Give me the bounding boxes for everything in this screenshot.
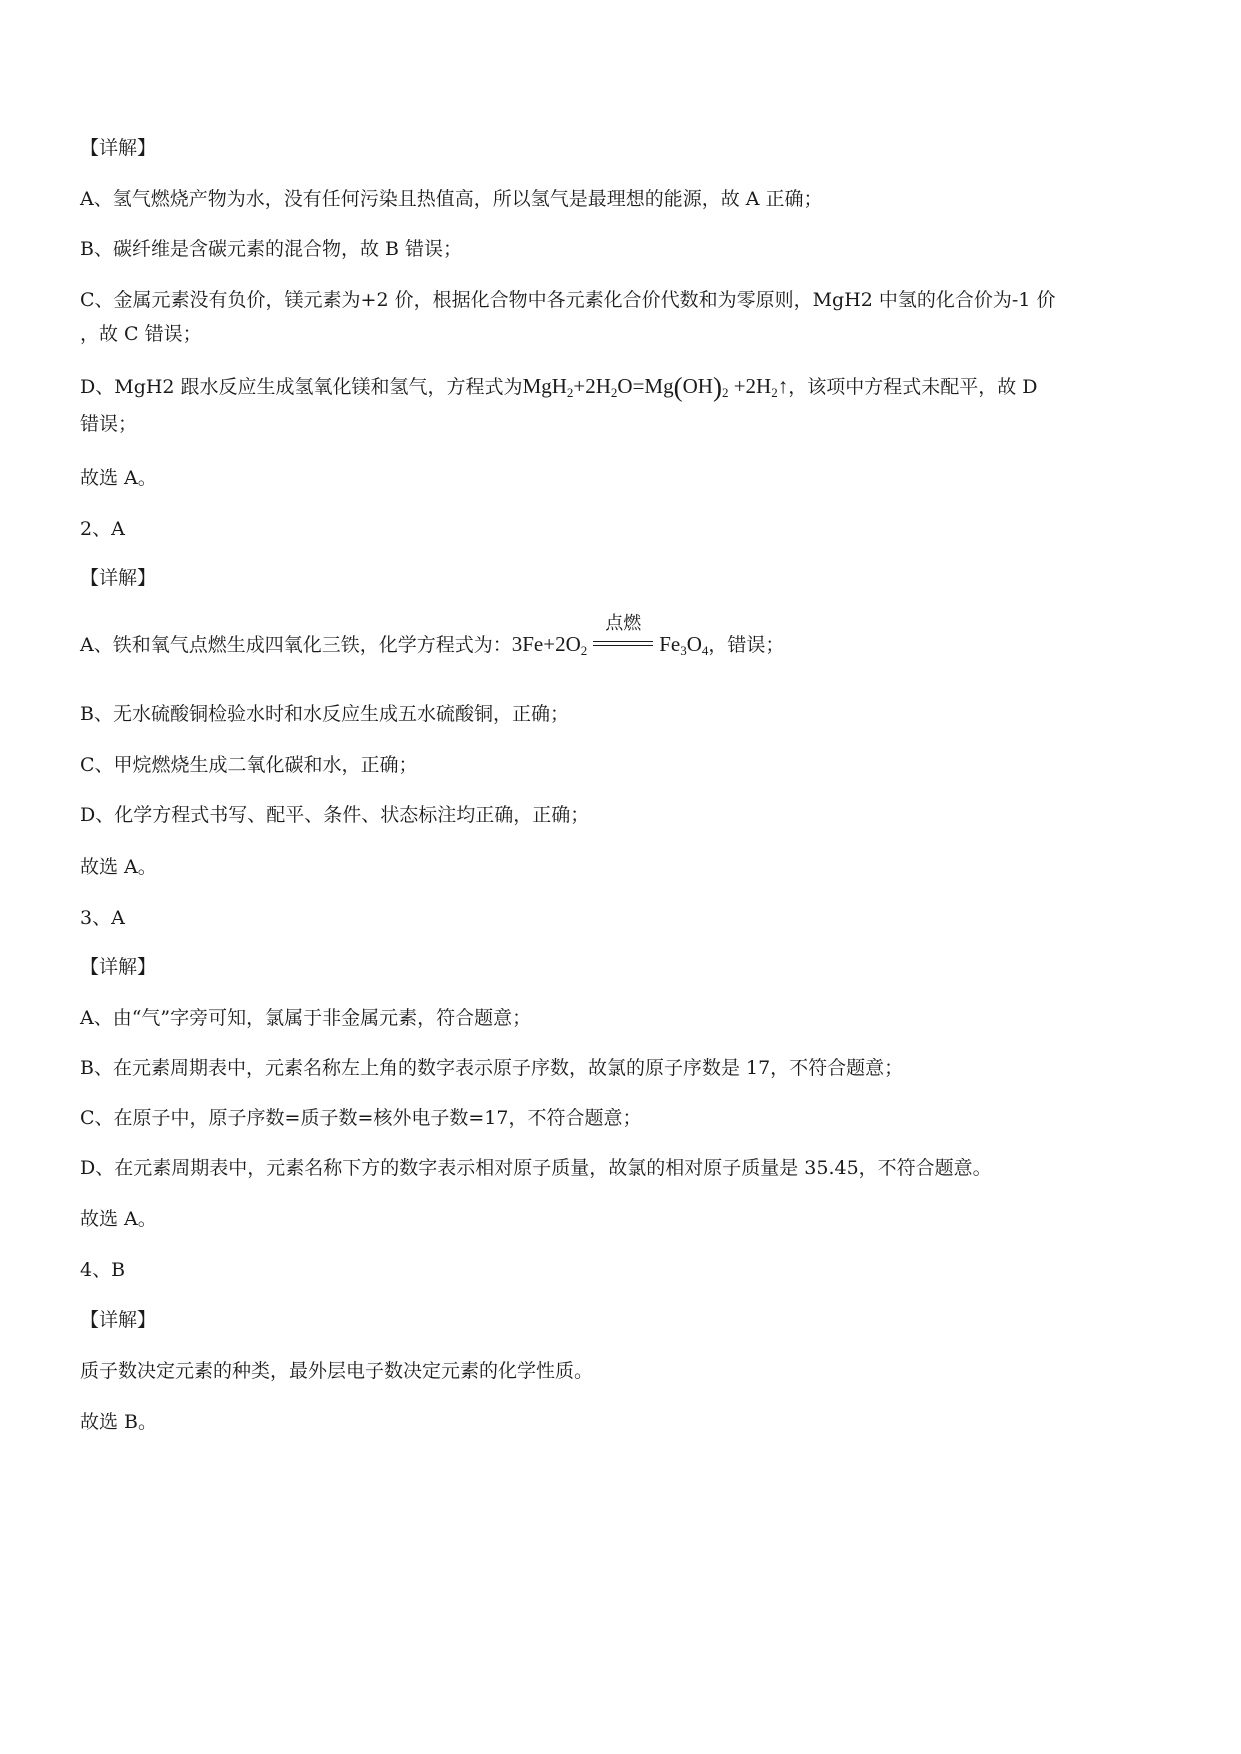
q2-option-a-text: A、铁和氧气点燃生成四氧化三铁，化学方程式为：: [80, 634, 512, 656]
q1-option-d-line1: [80, 374, 1038, 405]
q2-option-b: B、无水硫酸铜检验水时和水反应生成五水硫酸铜，正确；: [80, 703, 569, 725]
q3-answer: 故选 A。: [80, 1208, 157, 1230]
q2-option-a: [80, 613, 785, 663]
gas-arrow-icon: ↑: [777, 374, 789, 398]
q3-option-b: B、在元素周期表中，元素名称左上角的数字表示原子序数，故氯的原子序数是 17，不符合题意；: [80, 1057, 904, 1079]
q3-option-c: C、在原子中，原子序数=质子数=核外电子数=17，不符合题意；: [80, 1107, 642, 1129]
q4-explanation: 质子数决定元素的种类，最外层电子数决定元素的化学性质。: [80, 1360, 594, 1382]
mgh2-equation: $MgH_2+2H_2O=Mg(OH)_2$ $+2H_2↑$: [522, 372, 789, 402]
q2-answer: 故选 A。: [80, 856, 157, 878]
q1-detail-heading: 【详解】: [80, 137, 157, 159]
q1-option-a: A、氢气燃烧产物为水，没有任何污染且热值高，所以氢气是最理想的能源，故 A 正确；: [80, 188, 823, 210]
q3-number: 3、A: [80, 907, 125, 929]
q1-option-c-line2: ，故 C 错误；: [80, 323, 202, 345]
q3-option-d: D、在元素周期表中，元素名称下方的数字表示相对原子质量，故氯的相对原子质量是 35.45，不符合题意。: [80, 1157, 992, 1179]
fe-combustion-equation: $3Fe+2O_2$ 点燃 $Fe_3O_4$: [511, 613, 709, 658]
q1-option-c-line1: C、金属元素没有负价，镁元素为+2 价，根据化合物中各元素化合价代数和为零原则，MgH2 中氢的化合价为-1 价: [80, 289, 1056, 311]
q1-option-b: B、碳纤维是含碳元素的混合物，故 B 错误；: [80, 238, 463, 260]
q4-detail-heading: 【详解】: [80, 1309, 157, 1331]
reaction-condition: 点燃: [591, 634, 655, 658]
q2-option-d: D、化学方程式书写、配平、条件、状态标注均正确，正确；: [80, 804, 590, 826]
q1-option-d-line2: 错误；: [80, 413, 138, 435]
q1-option-d-tail: ，该项中方程式未配平，故 D: [788, 376, 1038, 398]
q2-number: 2、A: [80, 518, 125, 540]
q3-option-a: A、由“气”字旁可知，氯属于非金属元素，符合题意；: [80, 1007, 532, 1029]
q4-answer: 故选 B。: [80, 1411, 158, 1433]
q1-option-d-text: D、MgH2 跟水反应生成氢氧化镁和氢气，方程式为: [80, 376, 523, 398]
q3-detail-heading: 【详解】: [80, 956, 157, 978]
q1-answer: 故选 A。: [80, 467, 157, 489]
q2-option-a-tail: ，错误；: [708, 634, 785, 656]
q2-option-c: C、甲烷燃烧生成二氧化碳和水，正确；: [80, 754, 418, 776]
q2-detail-heading: 【详解】: [80, 567, 157, 589]
q4-number: 4、B: [80, 1259, 126, 1281]
